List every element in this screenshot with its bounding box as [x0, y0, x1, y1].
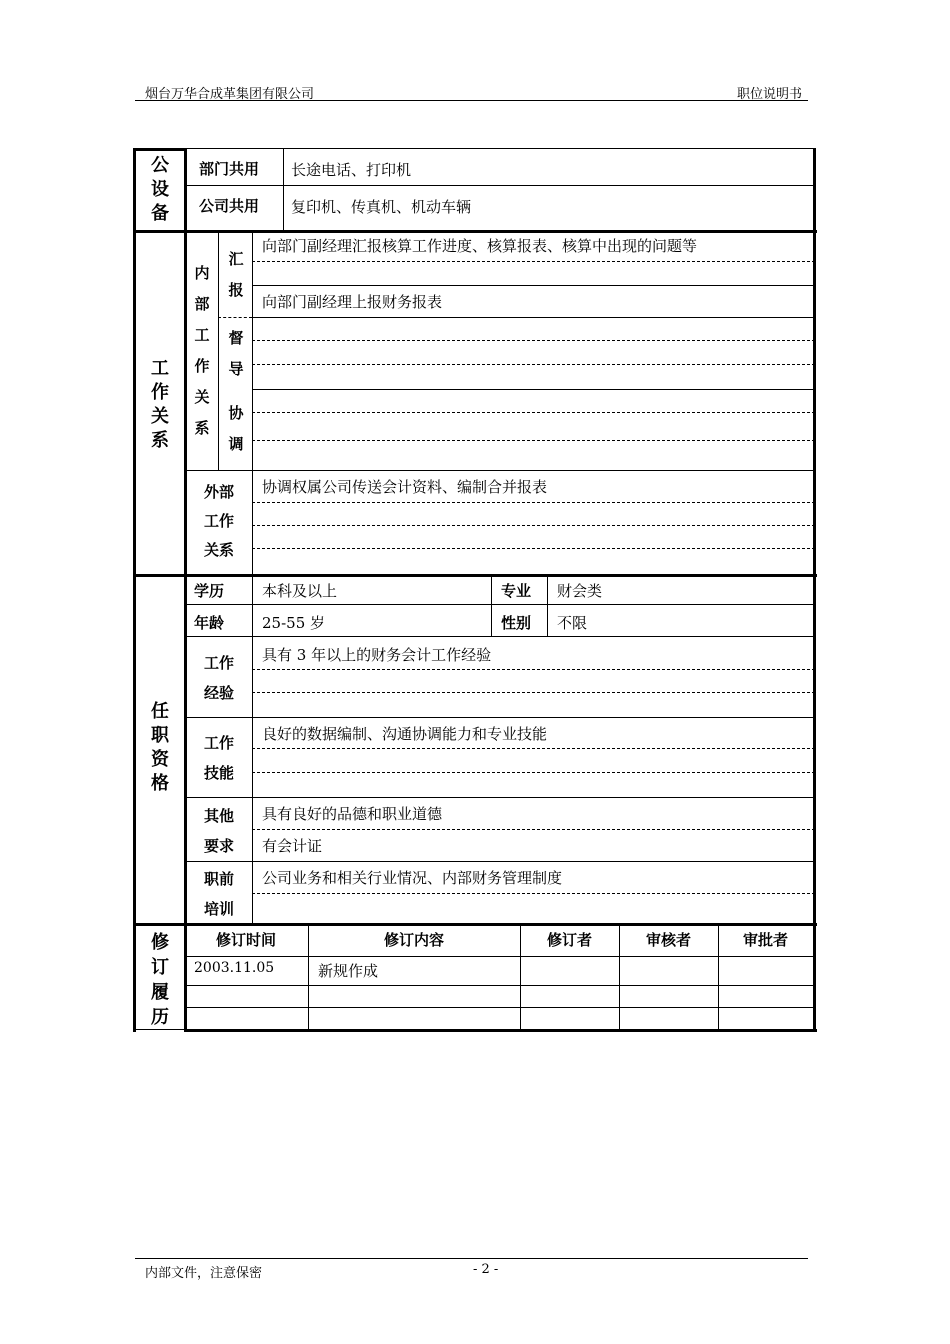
gender-value: 不限 — [557, 614, 588, 632]
supervise-label: 督 导 — [228, 329, 244, 378]
major-value-divider — [547, 576, 548, 636]
equipment-row-divider — [184, 185, 815, 186]
report-line-2: 向部门副经理上报财务报表 — [262, 293, 443, 311]
revision-header-bottom — [184, 956, 815, 957]
education-label: 学历 — [194, 582, 225, 600]
work-relations-section-label: 工 作 关 系 — [151, 358, 169, 451]
supervise-dash-1 — [252, 340, 815, 341]
footer-rule — [135, 1258, 808, 1259]
report-dash-1 — [252, 261, 815, 262]
age-label: 年龄 — [194, 614, 225, 632]
footer-confidential-note: 内部文件，注意保密 — [145, 1266, 263, 1281]
internal-label-divider — [218, 232, 219, 470]
company-name: 烟台万华合成革集团有限公司 — [145, 87, 315, 102]
experience-label: 工作 经验 — [203, 654, 234, 702]
external-relations-label: 外部 工作 关系 — [203, 483, 234, 559]
revision-header-approver: 审批者 — [742, 931, 788, 949]
skills-bottom — [184, 797, 815, 798]
internal-bottom — [184, 470, 815, 471]
report-label: 汇 报 — [228, 250, 244, 299]
work-relations-bottom — [133, 574, 817, 577]
experience-bottom — [184, 717, 815, 718]
internal-relations-label: 内 部 工 作 关 系 — [194, 264, 210, 437]
revision-row-1-content: 新规作成 — [318, 962, 379, 980]
skills-dash-1 — [252, 748, 815, 749]
training-label: 职前 培训 — [203, 870, 234, 918]
revision-header-reviser: 修订者 — [546, 931, 592, 949]
external-dash-3 — [252, 548, 815, 549]
equipment-company-value: 复印机、传真机、机动车辆 — [291, 198, 472, 216]
major-value: 财会类 — [557, 582, 603, 600]
external-dash-1 — [252, 502, 815, 503]
report-line-1: 向部门副经理汇报核算工作进度、核算报表、核算中出现的问题等 — [262, 237, 698, 255]
qualifications-label-divider — [252, 576, 253, 925]
supervise-bottom — [252, 389, 815, 390]
training-dash-1 — [252, 893, 815, 894]
external-dash-2 — [252, 525, 815, 526]
qualifications-section-label: 任 职 资 格 — [151, 701, 169, 794]
age-row-bottom — [184, 636, 815, 637]
experience-line-1: 具有 3 年以上的财务会计工作经验 — [262, 646, 492, 664]
skills-line-1: 良好的数据编制、沟通协调能力和专业技能 — [262, 725, 548, 743]
major-label: 专业 — [501, 582, 532, 600]
experience-dash-2 — [252, 692, 815, 693]
qualifications-bottom — [133, 923, 817, 926]
equipment-company-label: 公司共用 — [199, 197, 260, 215]
revision-row-1-bottom — [184, 985, 815, 986]
left-thick-border — [133, 148, 136, 1032]
revision-row-2-bottom — [184, 1007, 815, 1008]
revision-header-content: 修订内容 — [383, 931, 444, 949]
age-value: 25-55 岁 — [262, 614, 326, 632]
other-line-1: 具有良好的品德和职业道德 — [262, 805, 443, 823]
equipment-section-bottom — [133, 230, 817, 233]
education-mid-divider — [491, 576, 492, 636]
revision-row-1-time: 2003.11.05 — [194, 960, 275, 976]
education-value: 本科及以上 — [262, 582, 338, 600]
top-border — [184, 148, 815, 149]
gender-label: 性别 — [501, 614, 532, 632]
revision-header-reviewer: 审核者 — [645, 931, 691, 949]
other-dash-1 — [252, 829, 815, 830]
equipment-section-label: 公 设 备 — [151, 155, 169, 224]
other-bottom — [184, 861, 815, 862]
revision-header-time: 修订时间 — [215, 931, 276, 949]
other-requirements-label: 其他 要求 — [203, 807, 234, 855]
coordinate-dash-2 — [252, 440, 815, 441]
right-thick-border — [813, 148, 816, 1032]
coordinate-label: 协 调 — [228, 404, 244, 453]
coordinate-dash-1 — [252, 412, 815, 413]
report-rule-1 — [252, 285, 815, 286]
other-line-2: 有会计证 — [262, 837, 323, 855]
revision-section-label: 修 订 履 历 — [151, 932, 169, 1028]
top-thick-border-left — [133, 148, 184, 151]
bottom-thick-border — [184, 1029, 817, 1032]
equipment-label-divider — [283, 148, 284, 231]
equipment-dept-value: 长途电话、打印机 — [291, 161, 412, 179]
external-line-1: 协调权属公司传送会计资料、编制合并报表 — [262, 478, 548, 496]
skills-dash-2 — [252, 772, 815, 773]
header-rule — [135, 100, 808, 101]
page-number: - 2 - — [473, 1262, 499, 1277]
education-row-bottom — [184, 604, 815, 605]
report-supervise-dash — [218, 317, 252, 318]
job-description-form — [133, 148, 817, 1032]
report-bottom — [252, 317, 815, 318]
experience-dash-1 — [252, 669, 815, 670]
skills-label: 工作 技能 — [203, 734, 234, 782]
document-title: 职位说明书 — [737, 87, 803, 102]
training-line-1: 公司业务和相关行业情况、内部财务管理制度 — [262, 869, 563, 887]
supervise-dash-2 — [252, 364, 815, 365]
equipment-dept-label: 部门共用 — [199, 160, 260, 178]
